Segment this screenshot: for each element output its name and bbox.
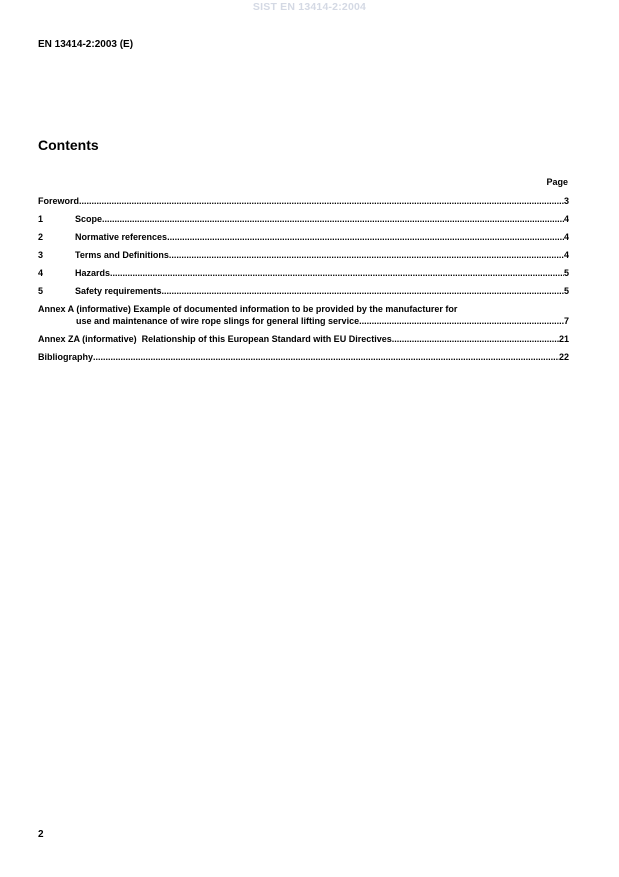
toc-entry-page: 5 [563, 286, 569, 296]
toc-entry-hazards[interactable] [38, 267, 569, 285]
toc-entry-title: Bibliography [38, 352, 94, 362]
document-id-header: EN 13414-2:2003 (E) [38, 39, 134, 50]
toc-entry-title: Safety requirements [75, 286, 162, 296]
table-of-contents [38, 195, 569, 369]
toc-leader-dots [102, 213, 564, 225]
toc-entry-number: 1 [38, 214, 44, 224]
toc-entry-title: Terms and Definitions [75, 250, 169, 260]
toc-leader-dots [162, 285, 564, 297]
toc-entry-scope[interactable] [38, 213, 569, 231]
toc-leader-dots [110, 267, 564, 279]
toc-leader-dots [167, 231, 564, 243]
toc-entry-number: 2 [38, 232, 44, 242]
toc-entry-title: Scope [75, 214, 103, 224]
toc-entry-number: 4 [38, 268, 44, 278]
toc-entry-number: 5 [38, 286, 44, 296]
toc-entry-page: 4 [563, 214, 569, 224]
toc-entry-page: 4 [563, 250, 569, 260]
toc-entry-foreword[interactable] [38, 195, 569, 213]
toc-leader-dots [392, 333, 559, 345]
toc-entry-title: Hazards [75, 268, 111, 278]
contents-title: Contents [38, 137, 99, 153]
toc-entry-annex-a[interactable] [38, 303, 569, 333]
toc-leader-dots [79, 195, 564, 207]
watermark: SIST EN 13414-2:2004 [252, 1, 367, 13]
toc-entry-title: Annex ZA (informative) Relationship of this European Standard with EU Directives [38, 334, 392, 344]
toc-entry-page: 7 [563, 316, 569, 326]
toc-leader-dots [169, 249, 564, 261]
page-column-label: Page [546, 177, 568, 187]
toc-entry-page: 4 [563, 232, 569, 242]
toc-entry-bibliography[interactable] [38, 351, 569, 369]
toc-entry-safety-requirements[interactable] [38, 285, 569, 303]
toc-entry-page: 21 [558, 334, 569, 344]
toc-entry-title: Annex A (informative) Example of documented information to be provided by the manufacturer for [38, 304, 458, 314]
toc-entry-number: 3 [38, 250, 44, 260]
toc-entry-page: 22 [558, 352, 569, 362]
toc-entry-page: 3 [563, 196, 569, 206]
toc-leader-dots [359, 315, 564, 327]
toc-entry-title: Foreword [38, 196, 80, 206]
toc-entry-title-continued: use and maintenance of wire rope slings for general lifting service [76, 316, 360, 326]
toc-entry-terms-and-definitions[interactable] [38, 249, 569, 267]
toc-entry-page: 5 [563, 268, 569, 278]
toc-leader-dots [93, 351, 559, 363]
toc-entry-normative-references[interactable] [38, 231, 569, 249]
page-number: 2 [38, 829, 44, 840]
toc-entry-title: Normative references [75, 232, 168, 242]
toc-entry-annex-za[interactable] [38, 333, 569, 351]
